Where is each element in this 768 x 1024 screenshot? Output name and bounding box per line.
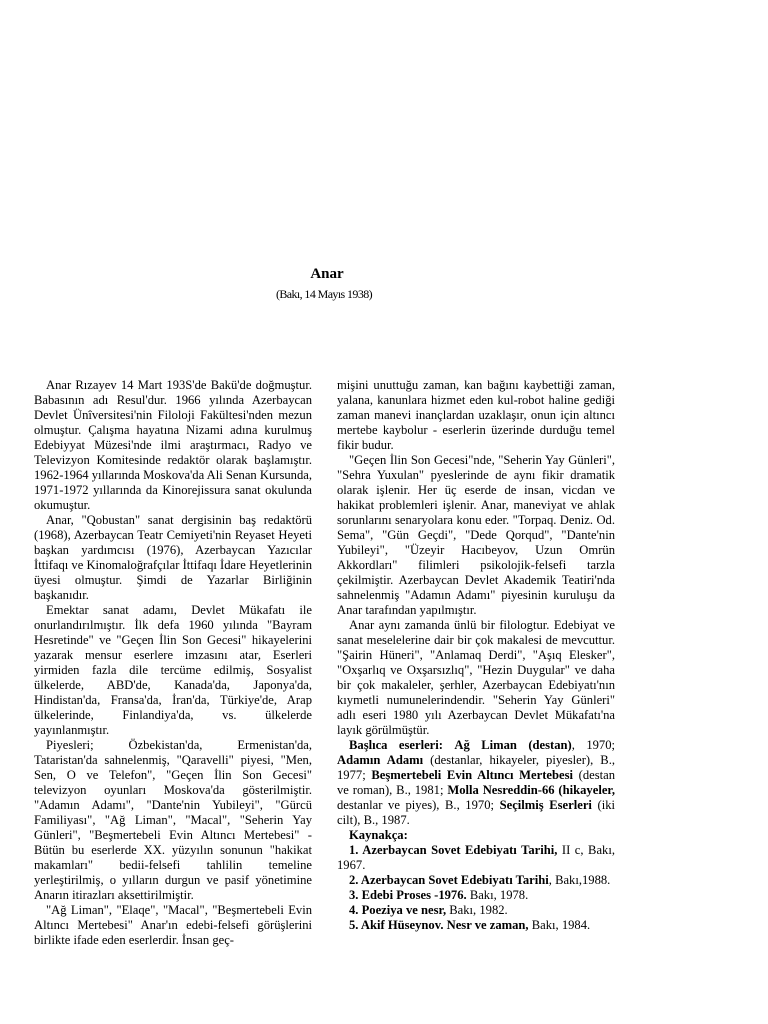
source-item	[337, 843, 615, 873]
work-title: Seçilmiş Eserleri	[499, 798, 592, 812]
source-details: Bakı, 1984.	[528, 918, 591, 932]
source-title: 4. Poeziya ve nesr,	[349, 903, 447, 917]
source-details: Bakı, 1978.	[466, 888, 529, 902]
source-title: 5. Akif Hüseynov. Nesr ve zaman,	[349, 918, 529, 932]
source-title: 3. Edebi Proses -1976.	[349, 888, 467, 902]
page-title: Anar	[310, 266, 344, 282]
source-details: II c, Bakı, 1967.	[337, 843, 615, 872]
right-column	[337, 378, 615, 933]
source-item	[337, 888, 615, 903]
paragraph: Anar, "Qobustan" sanat dergisinin baş redaktörü (1968), Azerbaycan Teatr Cemiyeti'nin Reyaset Heyeti başkan yardımcısı (1976), Azerbaycan Yazıcılar İttifaqı ve Kinomaloğrafçılar İttifaqı İdare Heyetlerinin üyesi olmuştur. Şimdi de Yazarlar Birliğinin başkanıdır.	[34, 513, 312, 602]
work-details: (destanlar, hikayeler, piyesler), B., 1977;	[337, 753, 615, 782]
paragraph: "Geçen İlin Son Gecesi"nde, "Seherin Yay Günleri", "Sehra Yuxulan" pyeslerinde de aynı fikir dramatik olarak işlenir. Her üç eserde de insan, vicdan ve hakikat problemleri işlenir. Anar, maneviyat ve ahlak sorunlarını senaryolara konu eder. "Torpaq. Deniz. Od. Sema", "Gün Geçdi", "Dede Qorqud", "Dante'nin Yubileyi", "Üzeyir Hacıbeyov, Uzun Omrün Akkordları" filimleri psikolojik-felsefi tarzla çekilmiştir. Azerbaycan Devlet Akademik Teatiri'nda sahnelenmiş "Adamın Adamı" piyesinin kuruluşu da Anar tarafından yapılmıştır.	[337, 453, 615, 617]
paragraph: Emektar sanat adamı, Devlet Mükafatı ile onurlandırılmıştır. İlk defa 1960 yılında "Bayram Hesretinde" ve "Geçen İlin Son Gecesi" hikayelerini yazarak mensur eserlere imzasını atar, Eserleri yirmiden fazla dile tercüme edilmiş, Sosyalist ülkelerde, ABD'de, Kanada'da, Japonya'da, Hindistan'da, Fransa'da, İran'da, Türkiye'de, Arap ülkelerinde, Finlandiya'da, vs. ülkelerde yayınlanmıştır.	[34, 603, 312, 737]
paragraph: Anar Rızayev 14 Mart 193S'de Bakü'de doğmuştur. Babasının adı Resul'dur. 1966 yılında Azerbaycan Devlet Ünîversitesi'nin Filoloji Fakültesi'nden mezun olmuştur. Çalışma hayatına Nizami adına kurulmuş Edebiyyat Müzesi'nde ilmi araştırmacı, Radyo ve Televizyon Komitesinde redaktör olarak başlamıştır. 1962-1964 yıllarında Moskova'da Ali Senan Kursunda, 1971-1972 yıllarında da Kinorejissura sanat okulunda okumuştur.	[34, 378, 312, 512]
source-details: Bakı, 1982.	[446, 903, 508, 917]
paragraph: "Ağ Liman", "Elaqe", "Macal", "Beşmertebeli Evin Altıncı Mertebesi" Anar'ın edebi-felsefi görüşlerini birlikte ifade eden eserlerdir. İnsan geç-	[34, 903, 312, 947]
source-title: 2. Azerbaycan Sovet Edebiyatı Tarihi	[349, 873, 549, 887]
work-title: Ağ Liman (destan)	[454, 738, 572, 752]
sources-label: Kaynakça:	[349, 828, 408, 842]
left-column	[34, 378, 312, 948]
source-item	[337, 918, 615, 933]
page-subtitle: (Bakı, 14 Mayıs 1938)	[275, 287, 373, 301]
paragraph: Anar aynı zamanda ünlü bir filologtur. Edebiyat ve sanat meselelerine dair bir çok makalesi de mevcuttur. "Şairin Hüneri", "Anlamaq Derdi", "Aşıq Elesker", "Oxşarlıq ve Oxşarsızlıq", "Hezin Duygular" ve daha bir çok makaleler, şerhler, Azerbaycan Edebiyatı'nın kıymetli numunelerindendir. "Seherin Yay Günleri" adlı eseri 1980 yılı Azerbaycan Devlet Mükafatı'na layık görülmüştür.	[337, 618, 615, 737]
works-label: Başlıca eserleri:	[349, 738, 443, 752]
work-title: Molla Nesreddin-66 (hikayeler,	[447, 783, 615, 797]
source-title: 1. Azerbaycan Sovet Edebiyatı Tarihi,	[349, 843, 558, 857]
paragraph: Piyesleri; Özbekistan'da, Ermenistan'da, Tataristan'da sahnelenmiş, "Qaravelli" piyesi, "Men, Sen, O ve Telefon", "Geçen İlin Son Gecesi" televizyon oyunları Moskova'da gösterilmiştir. "Adamın Adamı", "Dante'nin Yubileyi", "Gürcü Familiyası", "Ağ Liman", "Macal", "Seherin Yay Günleri", "Beşmertebeli Evin Altıncı Mertebesi" - Bütün bu eserlerde XX. yüzyılın sonunun "hakikat makamları" bedii-felsefi tahlilin temeline yerleştirilmiş, o yılların durgun ve pasif yönetimine Anarın itirazları aksettirilmiştir.	[34, 738, 312, 902]
source-item	[337, 903, 615, 918]
source-item	[337, 873, 615, 888]
work-details: destanlar ve piyes), B., 1970;	[337, 798, 500, 812]
paragraph: mişini unuttuğu zaman, kan bağını kaybettiği zaman, yalana, kanunlara hizmet eden kul-robot haline gediği zaman manevi inançlardan uzaklaşır, onun için altıncı mertebe kaybolur - eserlerin üzerinde durduğu temel fikir budur.	[337, 378, 615, 452]
source-details: , Bakı,1988.	[548, 873, 611, 887]
work-details: , 1970;	[571, 738, 615, 752]
work-details: (destan ve roman), B., 1981;	[337, 768, 616, 797]
work-details: (iki cilt), B., 1987.	[337, 798, 615, 827]
work-title: Adamın Adamı	[337, 753, 424, 767]
works-paragraph	[337, 738, 615, 828]
work-title: Beşmertebeli Evin Altıncı Mertebesi	[371, 768, 573, 782]
